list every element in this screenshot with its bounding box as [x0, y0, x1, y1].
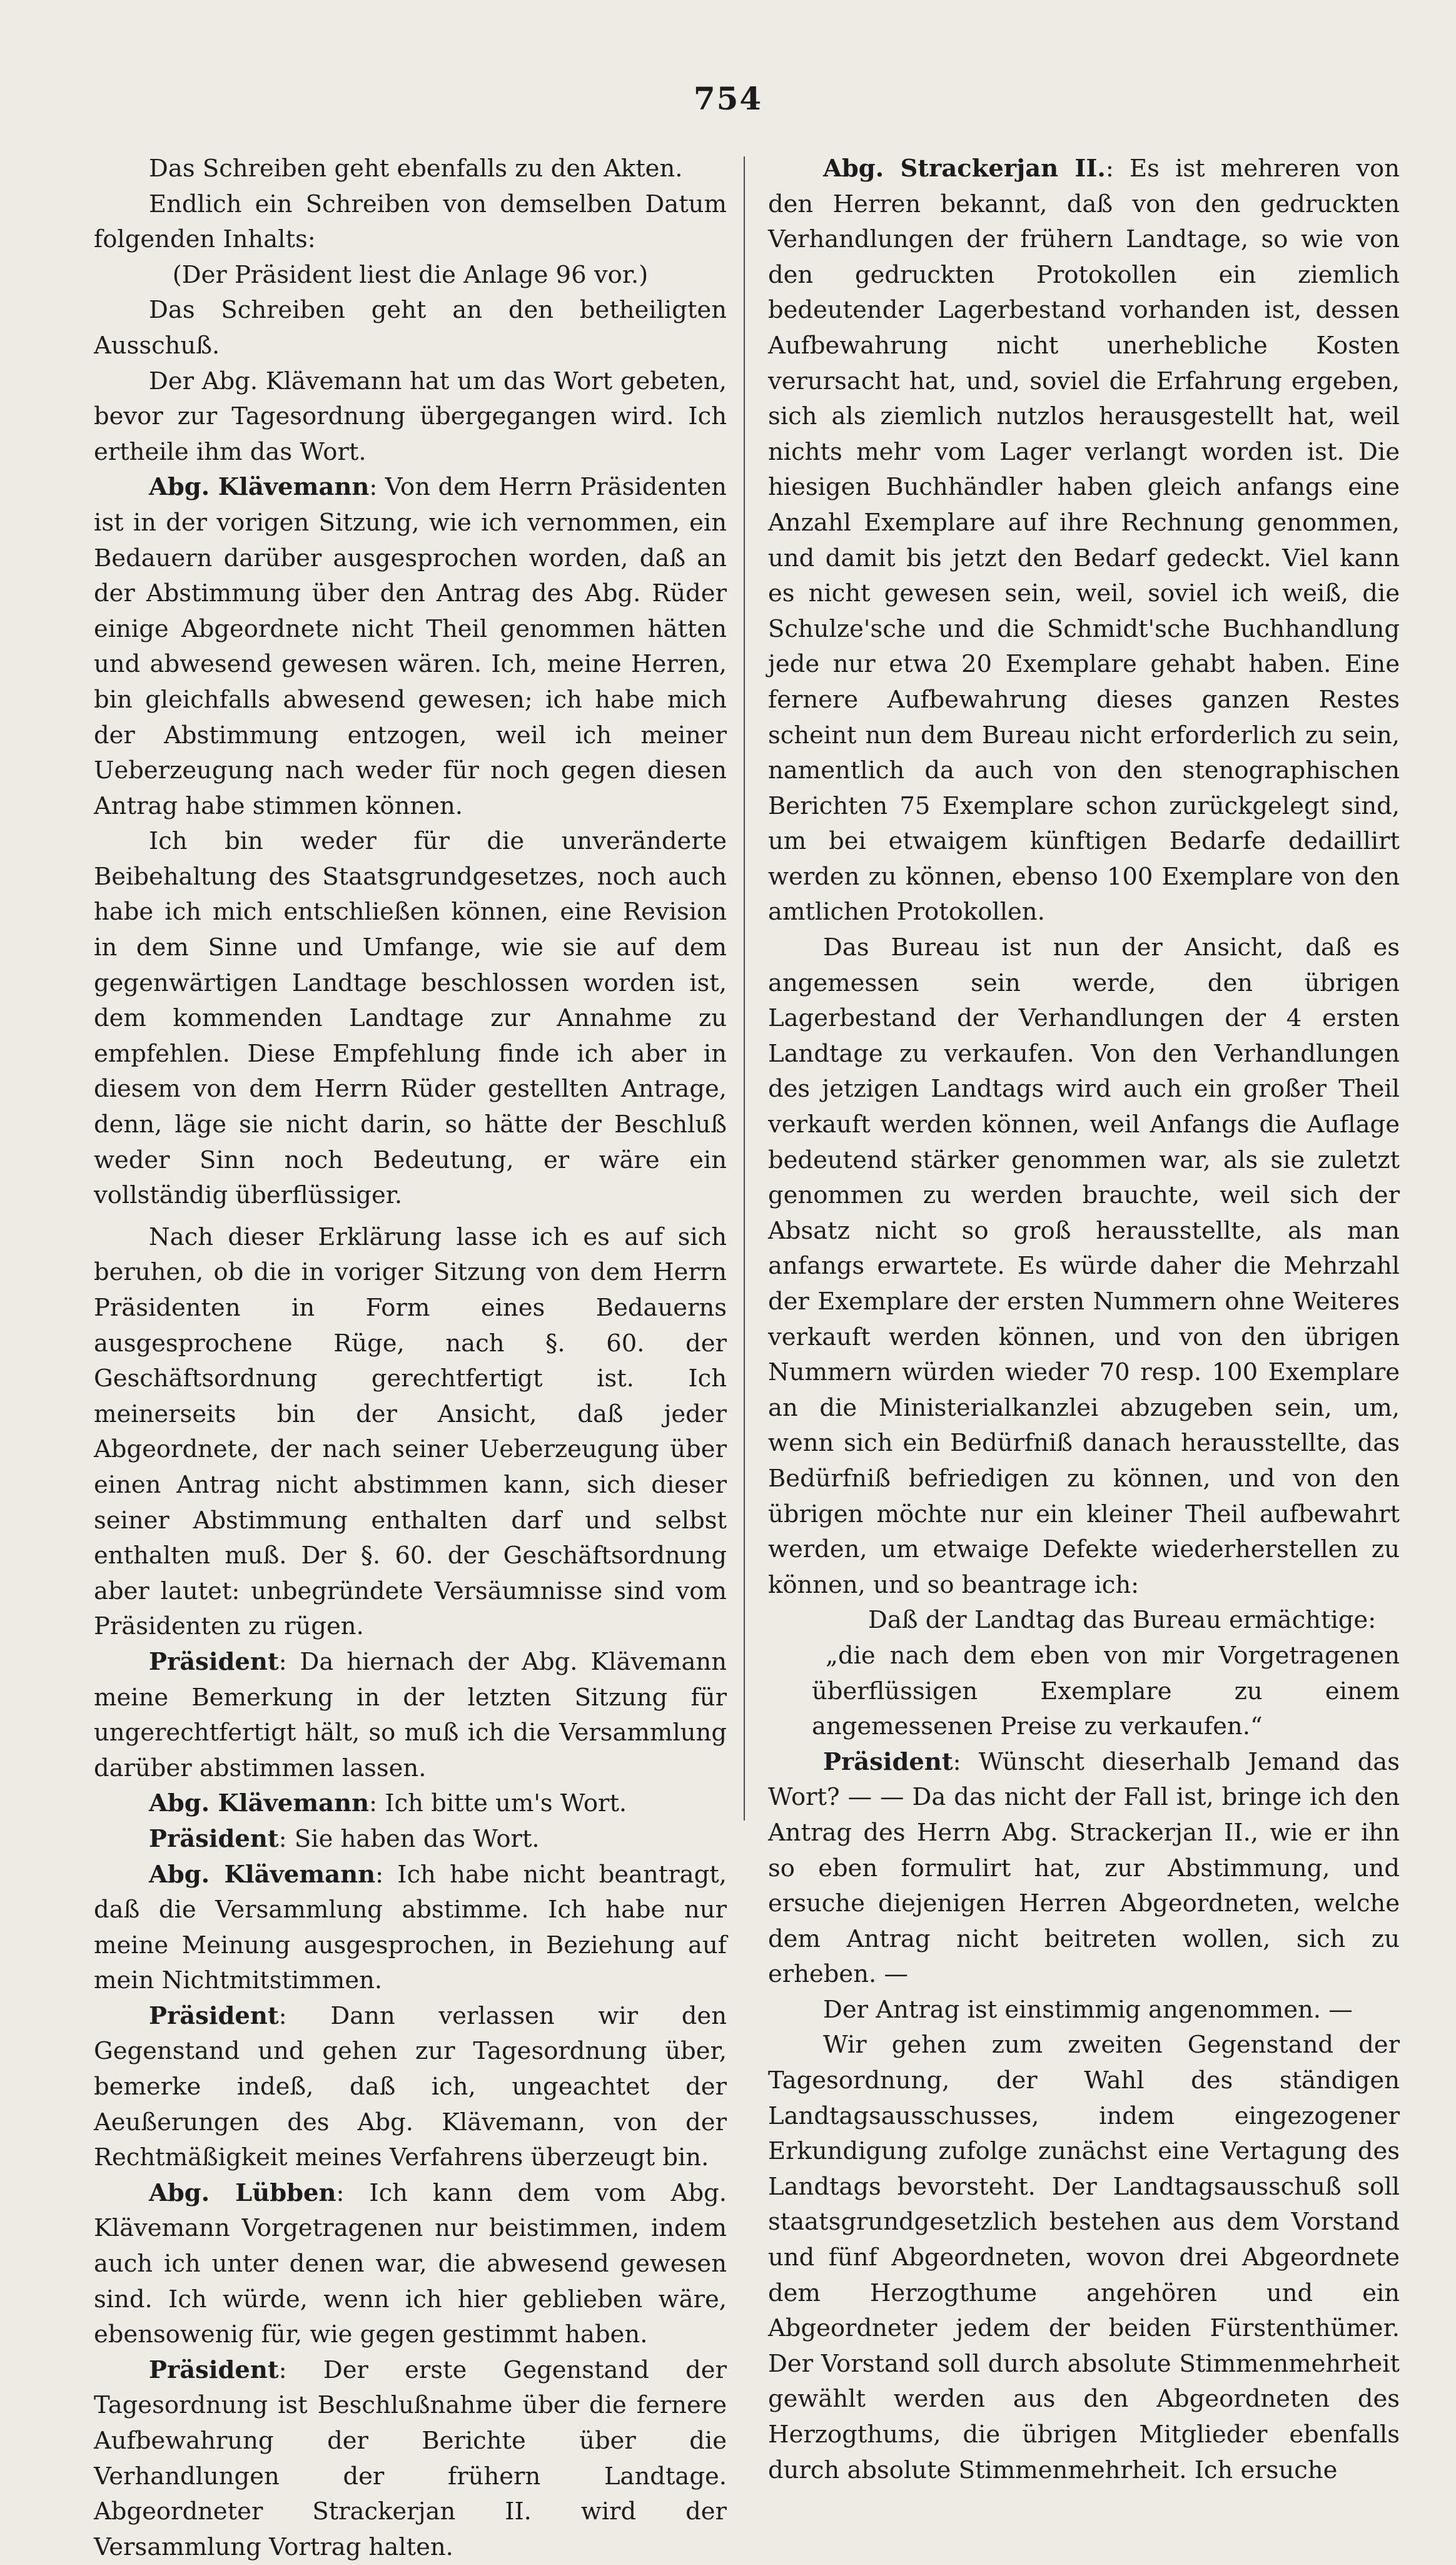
speech-text: Wünscht dieserhalb Jemand das Wort? — — Da das nicht der Fall ist, bringe ich den Antrag des Herrn Abg. Strackerjan II., wie er ihn so eben formulirt hat, zur Abstimmung, und ersuche diejenigen Herren Abgeordneten, welche dem Antrag nicht beitreten wollen, sich zu erheben. —	[768, 1747, 1400, 1989]
speech-paragraph: Präsident: Dann verlassen wir den Gegenstand und gehen zur Tagesordnung über, bemerke indeß, daß ich, ungeachtet der Aeußerungen des Abg. Klävemann, von der Rechtmäßigkeit meines Verfahrens überzeugt bin.	[94, 2001, 727, 2172]
motion-intro: Daß der Landtag das Bureau ermächtige:	[868, 1606, 1377, 1635]
speech-paragraph: Präsident: Wünscht dieserhalb Jemand das Wort? — — Da das nicht der Fall ist, bringe ich den Antrag des Herrn Abg. Strackerjan II., wie er ihn so eben formulirt hat, zur Abstimmung, und ersuche diejenigen Herren Abgeordneten, welche dem Antrag nicht beitreten wollen, sich zu erheben. —	[768, 1747, 1400, 1989]
speech-text: Da hiernach der Abg. Klävemann meine Bemerkung in der letzten Sitzung für ungerechtfertigt hält, so muß ich die Versammlung darüber abstimmen lassen.	[94, 1647, 727, 1782]
speech-text: Es ist mehreren von den Herren bekannt, daß von den gedruckten Verhandlungen der frühern Landtage, so wie von den gedruckten Protokollen ein ziemlich bedeutender Lagerbestand vorhanden ist, dessen Aufbewahrung nicht unerhebliche Kosten verursacht hat, und, soviel die Erfahrung ergeben, sich als ziemlich nutzlos herausgestellt hat, weil nichts mehr vom Lager verlangt worden ist. Die hiesigen Buchhändler haben gleich anfangs eine Anzahl Exemplare auf ihre Rechnung genommen, und damit bis jetzt den Bedarf gedeckt. Viel kann es nicht gewesen sein, weil, soviel ich weiß, die Schulze'sche und die Schmidt'sche Buchhandlung jede nur etwa 20 Exemplare gehabt haben. Eine fernere Aufbewahrung dieses ganzen Restes scheint nun dem Bureau nicht erforderlich zu sein, namentlich da auch von den stenographischen Berichten 75 Exemplare schon zurückgelegt sind, um bei etwaigem künftigen Bedarfe dedaillirt werden zu können, ebenso 100 Exemplare von den amtlichen Protokollen.	[768, 155, 1400, 927]
speech-paragraph: Präsident: Da hiernach der Abg. Klävemann meine Bemerkung in der letzten Sitzung für ungerechtfertigt hält, so muß ich die Versammlung darüber abstimmen lassen.	[94, 1647, 727, 1782]
speech-paragraph: Abg. Lübben: Ich kann dem vom Abg. Klävemann Vorgetragenen nur beistimmen, indem auch ich unter denen war, die abwesend gewesen sind. Ich würde, wenn ich hier geblieben wäre, ebensowenig für, wie gegen gestimmt haben.	[94, 2178, 727, 2349]
speaker-name: Präsident	[149, 1647, 279, 1676]
speech-paragraph: Abg. Klävemann: Von dem Herrn Präsidenten ist in der vorigen Sitzung, wie ich vernommen, ein Bedauern darüber ausgesprochen worden, daß an der Abstimmung über den Antrag des Abg. Rüder einige Abgeordnete nicht Theil genommen hätten und abwesend gewesen wären. Ich, meine Herren, bin gleichfalls abwesend gewesen; ich habe mich der Abstimmung entzogen, weil ich meiner Ueberzeugung nach weder für noch gegen diesen Antrag habe stimmen können.	[94, 473, 727, 820]
speech-text: Sie haben das Wort.	[294, 1824, 540, 1853]
text-paragraph: Das Schreiben geht an den betheiligten Ausschuß.	[94, 296, 727, 360]
text-paragraph: Wir gehen zum zweiten Gegenstand der Tagesordnung, der Wahl des ständigen Landtagsausschusses, indem eingezogener Erkundigung zufolge zunächst eine Vertagung des Landtags bevorsteht. Der Landtagsausschuß soll staatsgrundgesetzlich bestehen aus dem Vorstand und fünf Abgeordneten, wovon drei Abgeordnete dem Herzogthume angehören und ein Abgeordneter jedem der beiden Fürstenthümer. Der Vorstand soll durch absolute Stimmenmehrheit gewählt werden aus den Abgeordneten des Herzogthums, die übrigen Mitglieder ebenfalls durch absolute Stimmenmehrheit. Ich ersuche	[768, 2031, 1400, 2484]
motion-quote: „die nach dem eben von mir Vorgetragenen überflüssigen Exemplare zu einem angemessenen Preise zu verkaufen.“	[812, 1641, 1400, 1741]
speaker-name: Abg. Klävemann	[149, 1860, 376, 1889]
speech-paragraph: Präsident: Der erste Gegenstand der Tagesordnung ist Beschlußnahme über die fernere Aufbewahrung der Berichte über die Verhandlungen der frühern Landtage. Abgeordneter Strackerjan II. wird der Versammlung Vortrag halten.	[94, 2355, 727, 2561]
page-number: 754	[693, 80, 763, 117]
text-paragraph: Das Bureau ist nun der Ansicht, daß es angemessen sein werde, den übrigen Lagerbestand der Verhandlungen der 4 ersten Landtage zu verkaufen. Von den Verhandlungen des jetzigen Landtags wird auch ein großer Theil verkauft werden können, weil Anfangs die Auflage bedeutend stärker genommen war, als sie zuletzt genommen zu werden brauchte, weil sich der Absatz nicht so groß herausstellte, als man anfangs erwartete. Es würde daher die Mehrzahl der Exemplare der ersten Nummern ohne Weiteres verkauft werden können, und von den übrigen Nummern würden wieder 70 resp. 100 Exemplare an die Ministerialkanzlei abzugeben sein, um, wenn sich ein Bedürfniß danach herausstellte, das Bedürfniß befriedigen zu können, und von den übrigen möchte nur ein kleiner Theil aufbewahrt werden, um etwaige Defekte wiederherstellen zu können, und so beantrage ich:	[768, 933, 1400, 1599]
column-divider	[744, 156, 745, 1821]
speaker-name: Präsident	[823, 1747, 953, 1776]
text-paragraph: Endlich ein Schreiben von demselben Datum folgenden Inhalts:	[94, 190, 727, 254]
left-column	[94, 151, 727, 2565]
speech-text: Dann verlassen wir den Gegenstand und gehen zur Tagesordnung über, bemerke indeß, daß ich, ungeachtet der Aeußerungen des Abg. Klävemann, von der Rechtmäßigkeit meines Verfahrens überzeugt bin.	[94, 2001, 727, 2172]
speaker-name: Abg. Klävemann	[149, 473, 370, 502]
speech-text: Von dem Herrn Präsidenten ist in der vorigen Sitzung, wie ich vernommen, ein Bedauern darüber ausgesprochen worden, daß an der Abstimmung über den Antrag des Abg. Rüder einige Abgeordnete nicht Theil genommen hätten und abwesend gewesen wären. Ich, meine Herren, bin gleichfalls abwesend gewesen; ich habe mich der Abstimmung entzogen, weil ich meiner Ueberzeugung nach weder für noch gegen diesen Antrag habe stimmen können.	[94, 473, 727, 820]
text-paragraph: Das Schreiben geht ebenfalls zu den Akten.	[149, 155, 683, 183]
speech-text: Ich kann dem vom Abg. Klävemann Vorgetragenen nur beistimmen, indem auch ich unter denen war, die abwesend gewesen sind. Ich würde, wenn ich hier geblieben wäre, ebensowenig für, wie gegen gestimmt haben.	[94, 2178, 727, 2349]
speech-text: Ich bitte um's Wort.	[385, 1789, 627, 1818]
speaker-name: Präsident	[149, 1824, 279, 1853]
speech-paragraph: Abg. Klävemann: Ich bitte um's Wort.	[149, 1789, 627, 1818]
stage-direction: (Der Präsident liest die Anlage 96 vor.)	[172, 260, 649, 289]
text-paragraph: Nach dieser Erklärung lasse ich es auf sich beruhen, ob die in voriger Sitzung von dem Herrn Präsidenten in Form eines Bedauerns ausgesprochene Rüge, nach §. 60. der Geschäftsordnung gerechtfertigt ist. Ich meinerseits bin der Ansicht, daß jeder Abgeordnete, der nach seiner Ueberzeugung über einen Antrag nicht abstimmen kann, sich dieser seiner Abstimmung enthalten darf und selbst enthalten muß. Der §. 60. der Geschäftsordnung aber lautet: unbegründete Versäumnisse sind vom Präsidenten zu rügen.	[94, 1222, 727, 1641]
speaker-name: Abg. Strackerjan II.	[823, 155, 1106, 183]
speech-paragraph: Präsident: Sie haben das Wort.	[149, 1824, 540, 1853]
speech-text: Ich habe nicht beantragt, daß die Versammlung abstimme. Ich habe nur meine Meinung ausgesprochen, in Beziehung auf mein Nichtmitstimmen.	[94, 1860, 727, 1995]
right-column	[768, 151, 1400, 2488]
speaker-name: Präsident	[149, 2001, 279, 2030]
speaker-name: Präsident	[149, 2355, 279, 2384]
text-paragraph: Der Abg. Klävemann hat um das Wort gebeten, bevor zur Tagesordnung übergegangen wird. Ich ertheile ihm das Wort.	[94, 367, 727, 466]
text-paragraph: Ich bin weder für die unveränderte Beibehaltung des Staatsgrundgesetzes, noch auch habe ich mich entschließen können, eine Revision in dem Sinne und Umfange, wie sie auf dem gegenwärtigen Landtage beschlossen worden ist, dem kommenden Landtage zur Annahme zu empfehlen. Diese Empfehlung finde ich aber in diesem von dem Herrn Rüder gestellten Antrage, denn, läge sie nicht darin, so hätte der Beschluß weder Sinn noch Bedeutung, er wäre ein vollständig überflüssiger.	[94, 827, 727, 1210]
text-paragraph: Der Antrag ist einstimmig angenommen. —	[823, 1995, 1353, 2024]
speech-paragraph: Abg. Klävemann: Ich habe nicht beantragt, daß die Versammlung abstimme. Ich habe nur meine Meinung ausgesprochen, in Beziehung auf mein Nichtmitstimmen.	[94, 1860, 727, 1995]
speaker-name: Abg. Lübben	[149, 2178, 336, 2207]
speech-paragraph: Abg. Strackerjan II.: Es ist mehreren von den Herren bekannt, daß von den gedruckten Verhandlungen der frühern Landtage, so wie von den gedruckten Protokollen ein ziemlich bedeutender Lagerbestand vorhanden ist, dessen Aufbewahrung nicht unerhebliche Kosten verursacht hat, und, soviel die Erfahrung ergeben, sich als ziemlich nutzlos herausgestellt hat, weil nichts mehr vom Lager verlangt worden ist. Die hiesigen Buchhändler haben gleich anfangs eine Anzahl Exemplare auf ihre Rechnung genommen, und damit bis jetzt den Bedarf gedeckt. Viel kann es nicht gewesen sein, weil, soviel ich weiß, die Schulze'sche und die Schmidt'sche Buchhandlung jede nur etwa 20 Exemplare gehabt haben. Eine fernere Aufbewahrung dieses ganzen Restes scheint nun dem Bureau nicht erforderlich zu sein, namentlich da auch von den stenographischen Berichten 75 Exemplare schon zurückgelegt sind, um bei etwaigem künftigen Bedarfe dedaillirt werden zu können, ebenso 100 Exemplare von den amtlichen Protokollen.	[768, 155, 1400, 927]
speaker-name: Abg. Klävemann	[149, 1789, 370, 1818]
speech-text: Der erste Gegenstand der Tagesordnung ist Beschlußnahme über die fernere Aufbewahrung der Berichte über die Verhandlungen der frühern Landtage. Abgeordneter Strackerjan II. wird der Versammlung Vortrag halten.	[94, 2355, 727, 2561]
